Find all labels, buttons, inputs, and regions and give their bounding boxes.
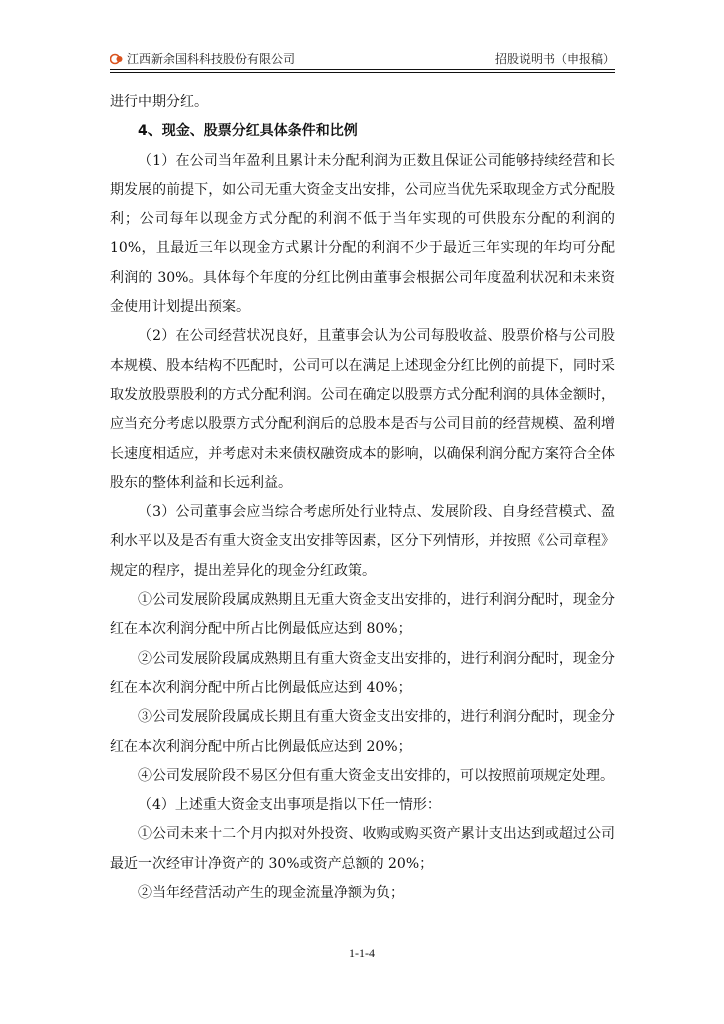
header-divider-thin (110, 72, 615, 73)
paragraph: 进行中期分红。 (110, 94, 208, 110)
list-item: ④公司发展阶段不易区分但有重大资金支出安排的，可以按照前项规定处理。 (138, 767, 614, 784)
header-left (110, 50, 295, 67)
list-item: ②当年经营活动产生的现金流量净额为负； (138, 885, 404, 902)
company-name: 江西新余国科科技股份有限公司 (127, 52, 296, 66)
paragraph: （2）在公司经营状况良好，且董事会认为公司每股收益、股票价格与公司股本规模、股本结构不匹配时，公司可以在满足上述现金分红比例的前提下，同时采取发放股票股利的方式分配利润。公司在确定以股票方式分配利润的具体金额时，应当充分考虑以股票方式分配利润后的总股本是否与公司目前的经营规模、盈利增长速度相适应，并考虑对未来债权融资成本的影响，以确保利润分配方案符合全体股东的整体利益和长远利益。 (110, 328, 615, 491)
section-heading: 4、现金、股票分红具体条件和比例 (138, 123, 358, 140)
list-item: ③公司发展阶段属成长期且有重大资金支出安排的，进行利润分配时，现金分红在本次利润分配中所占比例最低应达到 20%； (110, 709, 615, 755)
header-divider (110, 69, 615, 70)
list-item: ①公司发展阶段属成熟期且无重大资金支出安排的，进行利润分配时，现金分红在本次利润分配中所占比例最低应达到 80%； (110, 592, 615, 638)
page-body (110, 88, 615, 908)
page-number: 1-1-4 (349, 946, 375, 960)
list-item: ②公司发展阶段属成熟期且有重大资金支出安排的，进行利润分配时，现金分红在本次利润分配中所占比例最低应达到 40%； (110, 650, 615, 696)
list-item: ①公司未来十二个月内拟对外投资、收购或购买资产累计支出达到或超过公司最近一次经审计净资产的 30%或资产总额的 20%； (110, 826, 615, 872)
document-title: 招股说明书（申报稿） (494, 52, 615, 66)
page-header (110, 50, 615, 70)
company-logo-icon (110, 53, 124, 65)
paragraph: （4）上述重大资金支出事项是指以下任一情形： (138, 797, 441, 814)
paragraph: （1）在公司当年盈利且累计未分配利润为正数且保证公司能够持续经营和长期发展的前提下，如公司无重大资金支出安排，公司应当优先采取现金方式分配股利；公司每年以现金方式分配的利润不低于当年实现的可供股东分配的利润的 10%，且最近三年以现金方式累计分配的利润不少于最近三年实现的年均可分配利润的 30%。具体每个年度的分红比例由董事会根据公司年度盈利状况和未来资金使用计划提出预案。 (110, 152, 615, 316)
paragraph: （3）公司董事会应当综合考虑所处行业特点、发展阶段、自身经营模式、盈利水平以及是否有重大资金支出安排等因素，区分下列情形，并按照《公司章程》规定的程序，提出差异化的现金分红政策。 (110, 504, 615, 579)
